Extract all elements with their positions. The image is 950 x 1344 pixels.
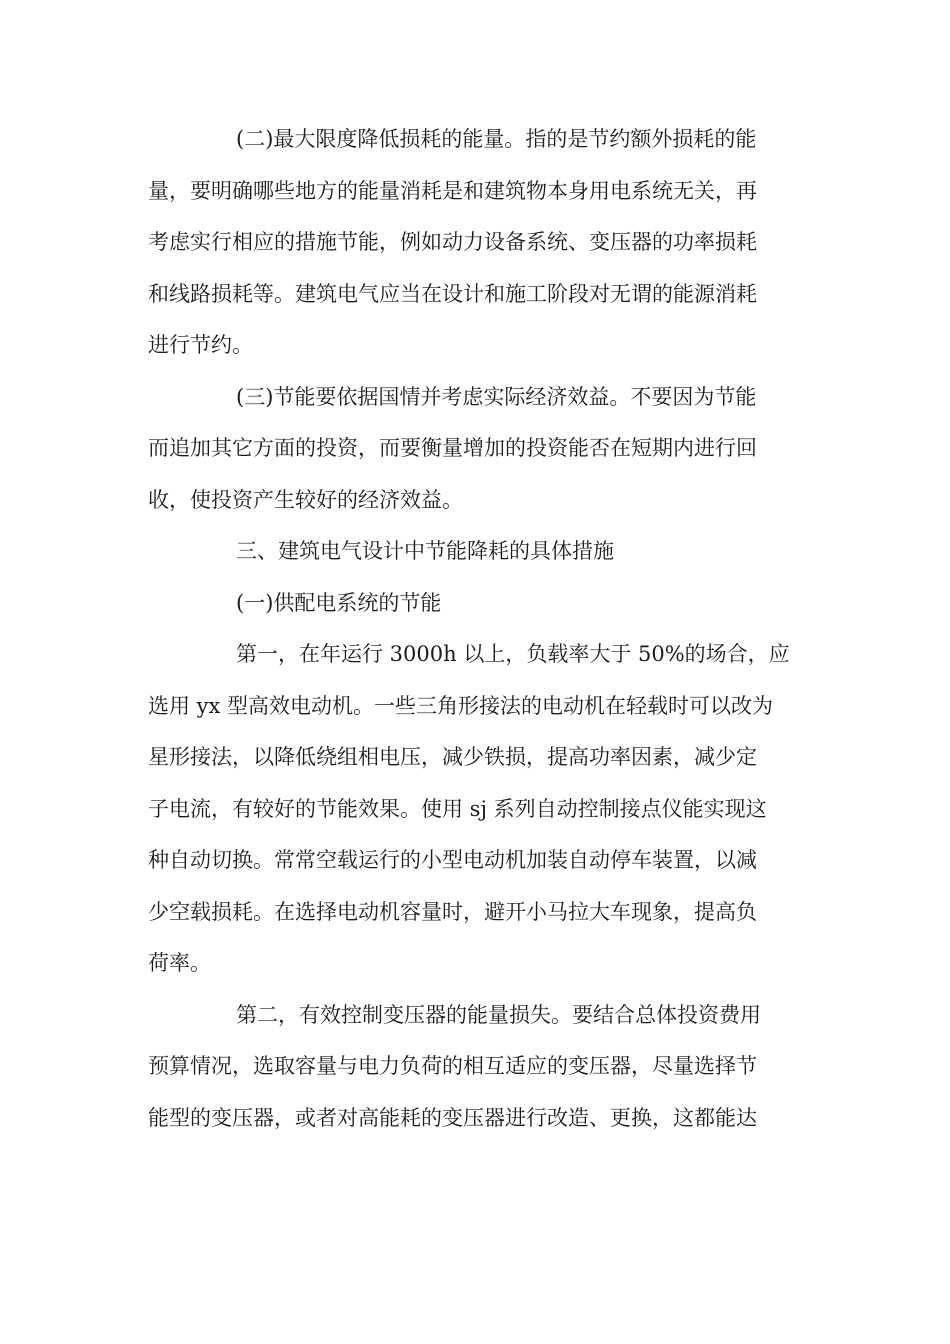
text-line: (二)最大限度降低损耗的能量。指的是节约额外损耗的能	[236, 127, 757, 151]
text-line: 收，使投资产生较好的经济效益。	[148, 487, 463, 512]
text-line: 预算情况，选取容量与电力负荷的相互适应的变压器，尽量选择节	[148, 1054, 757, 1078]
text-line: 少空载损耗。在选择电动机容量时，避开小马拉大车现象，提高负	[148, 899, 757, 924]
text-line: 子电流，有较好的节能效果。使用 sj 系列自动控制接点仪能实现这	[148, 796, 767, 821]
text-line: 进行节约。	[148, 333, 253, 357]
document-body	[148, 114, 808, 1144]
text-line: 量，要明确哪些地方的能量消耗是和建筑物本身用电系统无关，再	[148, 178, 757, 203]
text-line: 荷率。	[148, 951, 211, 975]
text-line: 选用 yx 型高效电动机。一些三角形接法的电动机在轻载时可以改为	[148, 693, 774, 718]
text-line: 三、建筑电气设计中节能降耗的具体措施	[236, 539, 614, 563]
text-line: 和线路损耗等。建筑电气应当在设计和施工阶段对无谓的能源消耗	[148, 281, 757, 306]
text-line: (三)节能要依据国情并考虑实际经济效益。不要因为节能	[236, 384, 757, 409]
text-line: 第二，有效控制变压器的能量损失。要结合总体投资费用	[236, 1002, 761, 1027]
text-line: 考虑实行相应的措施节能，例如动力设备系统、变压器的功率损耗	[148, 230, 757, 254]
text-line: 能型的变压器，或者对高能耗的变压器进行改造、更换，这都能达	[148, 1105, 757, 1130]
text-line: 而追加其它方面的投资，而要衡量增加的投资能否在短期内进行回	[148, 436, 757, 460]
text-line: (一)供配电系统的节能	[236, 590, 442, 615]
text-line: 星形接法，以降低绕组相电压，减少铁损，提高功率因素，减少定	[148, 745, 757, 769]
text-line: 种自动切换。常常空载运行的小型电动机加装自动停车装置，以减	[148, 848, 757, 872]
text-line: 第一，在年运行 3000h 以上，负载率大于 50%的场合，应	[236, 642, 790, 666]
